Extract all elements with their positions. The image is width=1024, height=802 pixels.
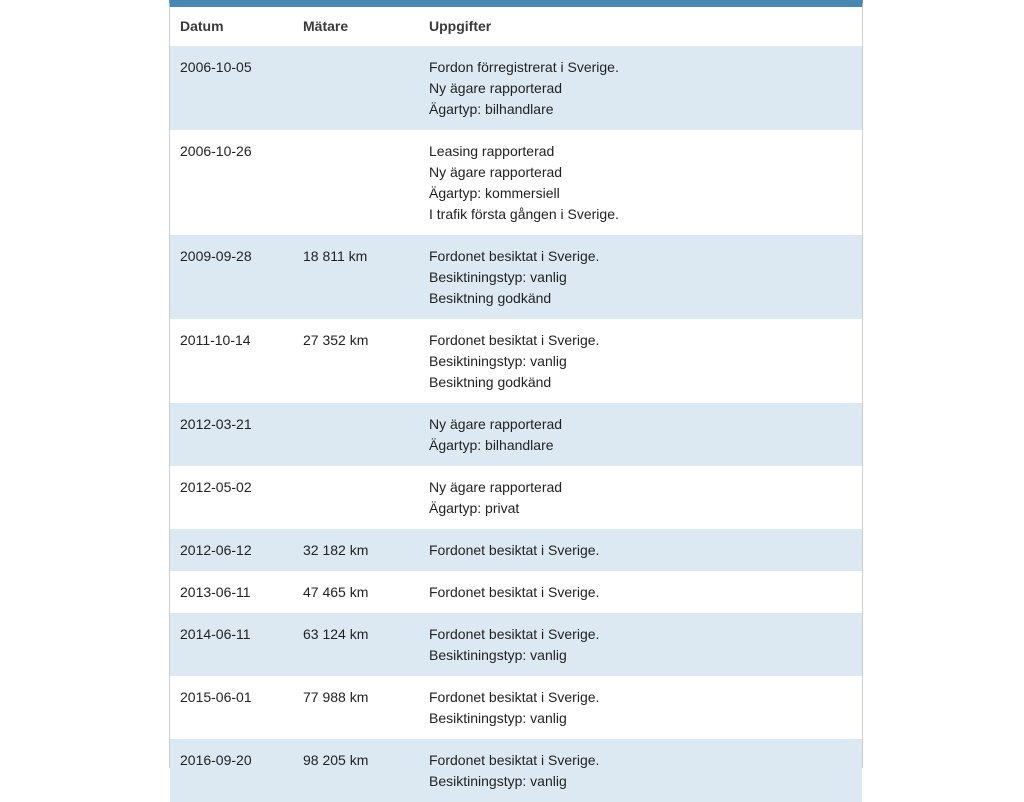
cell-meter: 98 205 km xyxy=(293,739,419,802)
info-line: Fordonet besiktat i Sverige. xyxy=(429,752,600,768)
cell-date: 2013-06-11 xyxy=(170,571,293,613)
vehicle-history-table xyxy=(170,7,862,802)
cell-date: 2006-10-05 xyxy=(170,46,293,130)
column-header-date: Datum xyxy=(180,18,224,34)
cell-info xyxy=(419,403,862,466)
cell-info xyxy=(419,235,862,319)
info-line: Fordonet besiktat i Sverige. xyxy=(429,584,600,600)
cell-info xyxy=(419,466,862,529)
info-line: Besiktiningstyp: vanlig xyxy=(429,647,567,663)
cell-meter: 32 182 km xyxy=(293,529,419,571)
cell-date: 2012-06-12 xyxy=(170,529,293,571)
info-line: Ny ägare rapporterad xyxy=(429,479,563,495)
table-row xyxy=(170,466,862,529)
cell-date: 2011-10-14 xyxy=(170,319,293,403)
cell-date: 2014-06-11 xyxy=(170,613,293,676)
cell-info xyxy=(419,613,862,676)
table-row xyxy=(170,130,862,235)
cell-date: 2012-05-02 xyxy=(170,466,293,529)
vehicle-history-panel xyxy=(169,0,863,789)
cell-date: 2016-09-20 xyxy=(170,739,293,802)
cell-meter xyxy=(293,466,419,529)
cell-meter: 77 988 km xyxy=(293,676,419,739)
cell-meter: 63 124 km xyxy=(293,613,419,676)
info-line: Ny ägare rapporterad xyxy=(429,164,563,180)
cell-date: 2012-03-21 xyxy=(170,403,293,466)
info-line: I trafik första gången i Sverige. xyxy=(429,206,619,222)
cell-info xyxy=(419,130,862,235)
info-line: Besiktiningstyp: vanlig xyxy=(429,710,567,726)
table-row xyxy=(170,235,862,319)
table-header-row xyxy=(170,7,862,46)
column-header-meter: Mätare xyxy=(303,18,349,34)
column-header-info: Uppgifter xyxy=(429,18,492,34)
cell-date: 2006-10-26 xyxy=(170,130,293,235)
info-line: Besiktiningstyp: vanlig xyxy=(429,773,567,789)
info-line: Besiktning godkänd xyxy=(429,374,552,390)
info-line: Ägartyp: bilhandlare xyxy=(429,437,554,453)
cell-info xyxy=(419,529,862,571)
info-line: Fordon förregistrerat i Sverige. xyxy=(429,59,619,75)
table-row xyxy=(170,739,862,802)
info-line: Fordonet besiktat i Sverige. xyxy=(429,332,600,348)
table-row xyxy=(170,571,862,613)
info-line: Fordonet besiktat i Sverige. xyxy=(429,542,600,558)
table-row xyxy=(170,46,862,130)
cell-meter xyxy=(293,130,419,235)
info-line: Ägartyp: bilhandlare xyxy=(429,101,554,117)
table-row xyxy=(170,529,862,571)
cell-info xyxy=(419,46,862,130)
table-row xyxy=(170,613,862,676)
cell-info xyxy=(419,319,862,403)
info-line: Fordonet besiktat i Sverige. xyxy=(429,248,600,264)
cell-info xyxy=(419,739,862,802)
cell-meter: 27 352 km xyxy=(293,319,419,403)
cell-meter xyxy=(293,403,419,466)
cell-info xyxy=(419,571,862,613)
info-line: Ny ägare rapporterad xyxy=(429,416,563,432)
cell-meter: 47 465 km xyxy=(293,571,419,613)
info-line: Ägartyp: kommersiell xyxy=(429,185,560,201)
info-line: Leasing rapporterad xyxy=(429,143,555,159)
info-line: Besiktiningstyp: vanlig xyxy=(429,353,567,369)
cell-meter: 18 811 km xyxy=(293,235,419,319)
cell-meter xyxy=(293,46,419,130)
info-line: Besiktning godkänd xyxy=(429,290,552,306)
info-line: Ny ägare rapporterad xyxy=(429,80,563,96)
cell-date: 2009-09-28 xyxy=(170,235,293,319)
cell-info xyxy=(419,676,862,739)
table-row xyxy=(170,403,862,466)
info-line: Besiktiningstyp: vanlig xyxy=(429,269,567,285)
info-line: Fordonet besiktat i Sverige. xyxy=(429,626,600,642)
cell-date: 2015-06-01 xyxy=(170,676,293,739)
info-line: Fordonet besiktat i Sverige. xyxy=(429,689,600,705)
table-row xyxy=(170,676,862,739)
info-line: Ägartyp: privat xyxy=(429,500,520,516)
table-row xyxy=(170,319,862,403)
